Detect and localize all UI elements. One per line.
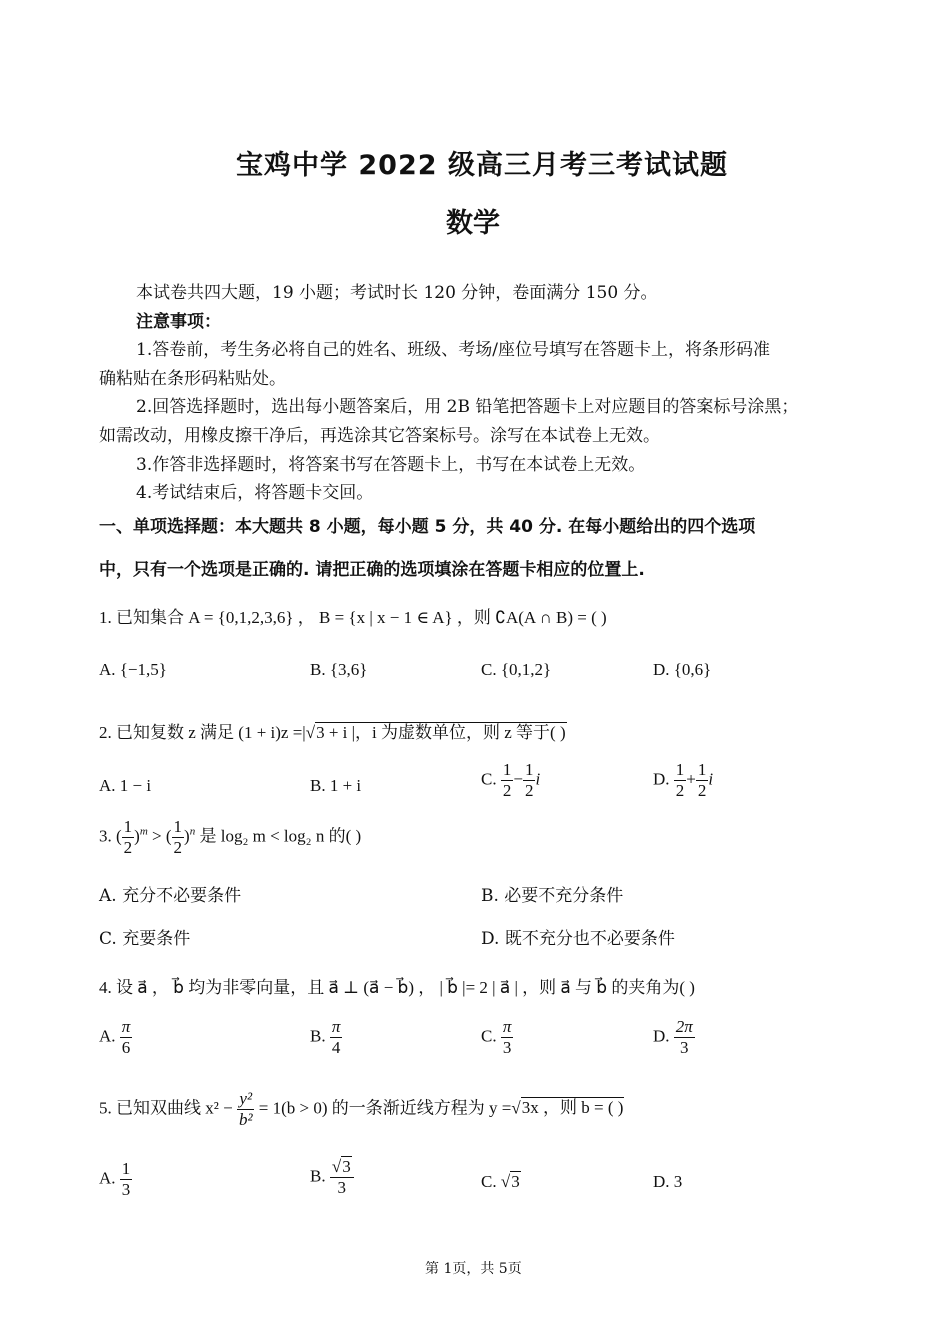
q3-option-a: A. 充分不必要条件 bbox=[99, 886, 242, 906]
q4-a-label: A. bbox=[99, 1026, 116, 1046]
q5-option-b bbox=[310, 1158, 354, 1197]
q5-option-d: D. 3 bbox=[653, 1172, 683, 1191]
notice-4: 4.考试结束后，将答题卡交回。 bbox=[136, 483, 374, 503]
fraction bbox=[237, 1090, 255, 1129]
numerator: 1 bbox=[121, 1159, 131, 1178]
question-3-stem bbox=[99, 818, 361, 857]
q4-option-a bbox=[99, 1018, 132, 1057]
denominator: 3 bbox=[502, 1037, 512, 1057]
fraction bbox=[674, 761, 687, 800]
q3-paren-b: ) bbox=[184, 826, 190, 846]
denominator: 6 bbox=[121, 1037, 131, 1057]
q2-d-label: D. bbox=[653, 769, 670, 789]
subject-title: 数学 bbox=[446, 208, 500, 239]
q5-stem-c: 3x ，则 b = ( ) bbox=[521, 1098, 624, 1118]
numerator: 2π bbox=[675, 1017, 693, 1036]
denominator: 3 bbox=[680, 1037, 689, 1057]
denominator: 3 bbox=[337, 1177, 347, 1197]
section-heading-b: 中，只有一个选项是正确的. 请把正确的选项填涂在答题卡相应的位置上. bbox=[99, 560, 645, 580]
q3-option-d: D. 既不充分也不必要条件 bbox=[481, 929, 675, 949]
fraction bbox=[501, 1018, 514, 1057]
notice-2b: 如需改动，用橡皮擦干净后，再选涂其它答案标号。涂写在本试卷上无效。 bbox=[99, 426, 660, 446]
numerator: 1 bbox=[123, 817, 133, 836]
denominator: 2 bbox=[697, 780, 707, 800]
exam-summary: 本试卷共四大题，19 小题；考试时长 120 分钟，卷面满分 150 分。 bbox=[136, 283, 658, 303]
imag-unit: i bbox=[535, 769, 541, 789]
denominator: b² bbox=[238, 1109, 253, 1129]
notice-3: 3.作答非选择题时，将答案书写在答题卡上，书写在本试卷上无效。 bbox=[136, 455, 646, 475]
q1-option-b: B. {3,6} bbox=[310, 660, 368, 679]
q2-stem-a: 2. 已知复数 z 满足 (1 + i)z =| bbox=[99, 723, 306, 742]
numerator: 1 bbox=[524, 760, 534, 779]
radicand: 3 bbox=[511, 1172, 520, 1191]
question-1-stem: 1. 已知集合 A = {0,1,2,3,6} ， B = {x | x − 1 ∈ A} ，则 ∁A(A ∩ B) = ( ) bbox=[99, 608, 607, 627]
q1-option-a: A. {−1,5} bbox=[99, 660, 167, 679]
question-4-stem: 4. 设 a⃗ ， b⃗ 均为非零向量，且 a⃗ ⊥ (a⃗ − b⃗) ， | b⃗ |= 2 | a⃗ | ，则 a⃗ 与 b⃗ 的夹角为( ) bbox=[99, 978, 695, 997]
fraction bbox=[122, 818, 135, 857]
numerator: π bbox=[121, 1017, 131, 1036]
denominator: 2 bbox=[123, 837, 133, 857]
notice-1b: 确粘贴在条形码粘贴处。 bbox=[99, 369, 286, 389]
q2-option-c bbox=[481, 761, 540, 800]
denominator: 2 bbox=[675, 780, 685, 800]
numerator: 1 bbox=[697, 760, 707, 779]
q2-option-a: A. 1 − i bbox=[99, 776, 152, 795]
q4-option-d bbox=[653, 1018, 695, 1057]
denominator: 3 bbox=[121, 1179, 131, 1199]
q4-c-label: C. bbox=[481, 1026, 497, 1046]
denominator: 4 bbox=[331, 1037, 341, 1057]
q1-option-d: D. {0,6} bbox=[653, 660, 712, 679]
numerator: y² bbox=[239, 1089, 253, 1108]
notice-label: 注意事项： bbox=[136, 312, 221, 332]
q3-gt: > ( bbox=[147, 826, 172, 846]
q4-option-b bbox=[310, 1018, 342, 1057]
page-footer: 第 1页，共 5页 bbox=[425, 1261, 522, 1277]
denominator: 2 bbox=[502, 780, 512, 800]
q2-option-d bbox=[653, 761, 713, 800]
denominator: 2 bbox=[173, 837, 183, 857]
fraction bbox=[120, 1018, 133, 1057]
numerator bbox=[330, 1158, 354, 1178]
minus-sign: − bbox=[513, 769, 523, 789]
fraction bbox=[330, 1018, 343, 1057]
notice-1a: 1.答卷前，考生务必将自己的姓名、班级、考场/座位号填写在答题卡上，将条形码准 bbox=[136, 340, 770, 360]
fraction bbox=[120, 1160, 133, 1199]
q3-rest: 是 log₂ m < log₂ n 的( ) bbox=[195, 826, 362, 846]
numerator: π bbox=[502, 1017, 512, 1036]
q4-d-label: D. bbox=[653, 1026, 670, 1046]
section-heading-a: 一、单项选择题：本大题共 8 小题，每小题 5 分，共 40 分. 在每小题给出的四个选项 bbox=[99, 517, 756, 537]
q5-b-label: B. bbox=[310, 1166, 326, 1186]
question-5-stem bbox=[99, 1090, 624, 1129]
q2-c-label: C. bbox=[481, 769, 497, 789]
plus-sign: + bbox=[686, 769, 696, 789]
imag-unit: i bbox=[708, 769, 714, 789]
sqrt-symbol: √ bbox=[511, 1098, 521, 1118]
q1-option-c: C. {0,1,2} bbox=[481, 660, 552, 679]
fraction bbox=[674, 1018, 695, 1057]
numerator: 1 bbox=[502, 760, 512, 779]
denominator: 2 bbox=[524, 780, 534, 800]
question-2-stem bbox=[99, 718, 567, 743]
q3-num: 3. ( bbox=[99, 826, 122, 846]
q5-option-c bbox=[481, 1172, 521, 1192]
q2-option-b: B. 1 + i bbox=[310, 776, 362, 795]
q3-option-b: B. 必要不充分条件 bbox=[481, 886, 624, 906]
q5-stem-b: = 1(b > 0) 的一条渐近线方程为 y = bbox=[258, 1098, 512, 1118]
sqrt-symbol: √ bbox=[500, 1172, 511, 1191]
q4-b-label: B. bbox=[310, 1026, 326, 1046]
q2-stem-b: 3 + i |，i 为虚数单位，则 z 等于( ) bbox=[316, 723, 566, 742]
q3-option-c: C. 充要条件 bbox=[99, 929, 191, 949]
fraction bbox=[696, 761, 709, 800]
q5-a-label: A. bbox=[99, 1168, 116, 1188]
radicand: 3 bbox=[342, 1157, 351, 1176]
exp-m: m bbox=[139, 825, 148, 838]
fraction bbox=[330, 1158, 354, 1197]
q3-paren-a: ) bbox=[134, 826, 140, 846]
fraction bbox=[172, 818, 185, 857]
exp-n: n bbox=[189, 825, 196, 838]
numerator: 1 bbox=[173, 817, 183, 836]
fraction bbox=[523, 761, 536, 800]
fraction bbox=[501, 761, 514, 800]
notice-2a: 2.回答选择题时，选出每小题答案后，用 2B 铅笔把答题卡上对应题目的答案标号涂黑； bbox=[136, 397, 799, 417]
numerator: π bbox=[331, 1017, 341, 1036]
numerator: 1 bbox=[675, 760, 685, 779]
q4-option-c bbox=[481, 1018, 513, 1057]
exam-title: 宝鸡中学 2022 级高三月考三考试试题 bbox=[236, 150, 728, 181]
sqrt-symbol: √ bbox=[331, 1157, 342, 1176]
q5-option-a bbox=[99, 1160, 132, 1199]
q5-stem-a: 5. 已知双曲线 x² − bbox=[99, 1098, 233, 1118]
sqrt-symbol: √ bbox=[305, 723, 316, 742]
q5-c-label: C. bbox=[481, 1172, 497, 1191]
